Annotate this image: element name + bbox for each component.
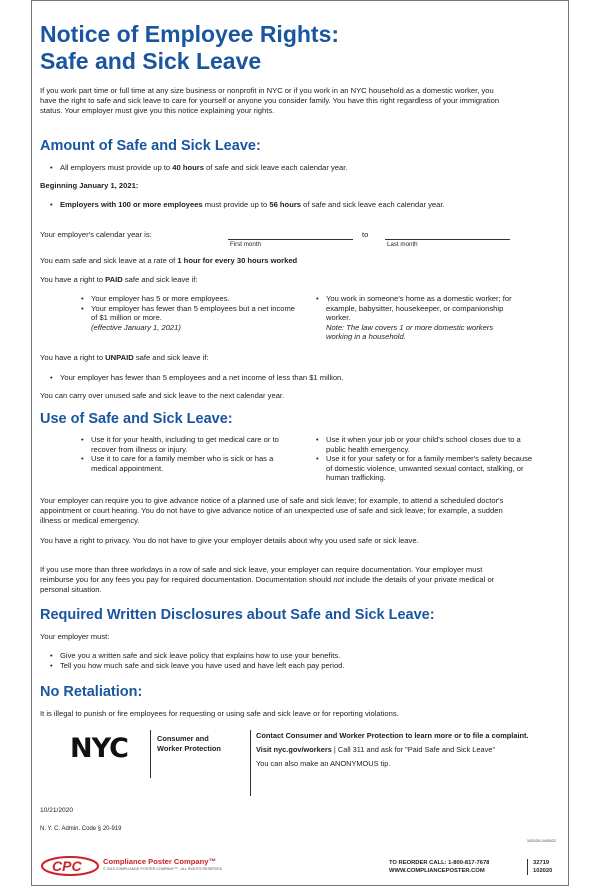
list-item: • Use it for your health, including to get medical care or to recover from illness or injury. — [77, 435, 292, 454]
documentation-text: If you use more than three workdays in a row of safe and sick leave, your employer can require documentation. Your employer must reimburse you for any fees you pay for required documentation. Documentation should not include the details of your private medical or personal situation. — [40, 565, 495, 595]
paid-intro: You have a right to PAID safe and sick leave if: — [40, 275, 198, 284]
list-item: • Use it for your safety or for a family member's safety because of domestic violence, unwanted sexual contact, stalking, or human trafficking. — [312, 454, 537, 483]
list-item: • Employers with 100 or more employees must provide up to 56 hours of safe and sick leave each calendar year. — [46, 200, 506, 210]
contact-text — [256, 731, 556, 769]
carry-over-text: You can carry over unused safe and sick leave to the next calendar year. — [40, 391, 285, 400]
contact-line-3: You can also make an ANONYMOUS tip. — [256, 759, 391, 768]
company-name: Compliance Poster Company™ — [103, 857, 217, 866]
unpaid-intro: You have a right to UNPAID safe and sick leave if: — [40, 353, 209, 362]
intro-paragraph: If you work part time or full time at any size business or nonprofit in NYC or if you work in an NYC household as a domestic worker, you have the right to safe and sick leave to care for yourself or anyone you consider family. You have this right regardless of your immigration status. Your employer must give you this notice explaining your rights. — [40, 86, 500, 116]
disclosures-heading: Required Written Disclosures about Safe and Sick Leave: — [40, 607, 435, 623]
nyc-logo-text: NYC — [70, 733, 129, 764]
nyc-logo — [70, 733, 140, 764]
last-month-label: Last month — [387, 241, 418, 248]
list-item: • Use it when your job or your child's school closes due to a public health emergency. — [312, 435, 537, 454]
paid-left-list — [77, 294, 302, 332]
list-item: • Your employer has 5 or more employees. — [77, 294, 302, 304]
list-item: • Use it to care for a family member who is sick or has a medical appointment. — [77, 454, 292, 473]
list-item: • Give you a written safe and sick leave policy that explains how to use your benefits. — [46, 651, 516, 661]
reorder-phone: TO REORDER CALL: 1-800-817-7678 — [389, 860, 490, 866]
footer-divider — [527, 859, 528, 875]
contact-line-1: Contact Consumer and Worker Protection to learn more or to file a complaint. — [256, 731, 529, 740]
beginning-label: Beginning January 1, 2021: — [40, 181, 139, 190]
list-item: • You work in someone's home as a domestic worker; for example, babysitter, housekeeper, or companionship worker. Note: The law covers 1 or more domestic workers working in a household. — [312, 294, 517, 342]
list-item: • Your employer has fewer than 5 employees and a net income of less than $1 million. — [46, 373, 516, 383]
privacy-text: You have a right to privacy. You do not have to give your employer details about why you used safe or sick leave. — [40, 536, 419, 545]
earn-rate-text: You earn safe and sick leave at a rate of 1 hour for every 30 hours worked — [40, 256, 298, 265]
cpc-logo-text: CPC — [52, 858, 82, 874]
logo-divider — [150, 730, 151, 778]
poster-numbers: 32719 102020 — [533, 860, 553, 874]
reorder-web[interactable]: WWW.COMPLIANCEPOSTER.COM — [389, 868, 485, 874]
paid-right-list — [312, 294, 517, 342]
small-code: 102020-04/0522 — [526, 838, 556, 843]
use-heading: Use of Safe and Sick Leave: — [40, 411, 233, 427]
list-item: • All employers must provide up to 40 hours of safe and sick leave each calendar year. — [46, 163, 516, 173]
contact-line-2: Visit nyc.gov/workers | Call 311 and ask for "Paid Safe and Sick Leave" — [256, 745, 496, 754]
amount-list-2 — [46, 200, 506, 210]
list-item: • Tell you how much safe and sick leave you have used and have left each pay period. — [46, 661, 516, 671]
employer-must-text: Your employer must: — [40, 632, 110, 641]
title-line-1: Notice of Employee Rights: — [40, 21, 340, 47]
copyright: © 2019 COMPLIANCE POSTER COMPANY™ - ALL RIGHTS RESERVED — [103, 867, 223, 871]
retaliation-heading: No Retaliation: — [40, 684, 143, 700]
list-item: • Your employer has fewer than 5 employees but a net income of $1 million or more. (effective January 1, 2021) — [77, 304, 302, 333]
agency-divider — [250, 730, 251, 796]
reorder-info — [389, 859, 489, 875]
first-month-label: First month — [230, 241, 261, 248]
first-month-line[interactable] — [228, 239, 353, 240]
last-month-line[interactable] — [385, 239, 510, 240]
page-title — [40, 21, 520, 75]
agency-name: Consumer and Worker Protection — [157, 734, 221, 753]
advance-notice-text: Your employer can require you to give advance notice of a planned use of safe and sick leave; for example, to attend a scheduled doctor's appointment or court hearing. You do not have to give advance notice of an unexpected use of safe and sick leave; for example, a sudden illness or medical emergency. — [40, 496, 504, 526]
unpaid-list — [46, 373, 516, 383]
admin-code: N. Y. C. Admin. Code § 20-919 — [40, 826, 122, 832]
calendar-year-label: Your employer's calendar year is: — [40, 230, 152, 239]
poster-date: 10/21/2020 — [40, 807, 74, 814]
disclosures-list — [46, 651, 516, 670]
title-line-2: Safe and Sick Leave — [40, 48, 262, 74]
cpc-logo — [41, 856, 99, 876]
footer — [31, 845, 569, 886]
to-label: to — [362, 230, 369, 239]
use-right-list — [312, 435, 537, 483]
use-left-list — [77, 435, 292, 473]
amount-heading: Amount of Safe and Sick Leave: — [40, 138, 261, 154]
amount-list-1 — [46, 163, 516, 173]
retaliation-text: It is illegal to punish or fire employees for requesting or using safe and sick leave or for reporting violations. — [40, 709, 399, 718]
